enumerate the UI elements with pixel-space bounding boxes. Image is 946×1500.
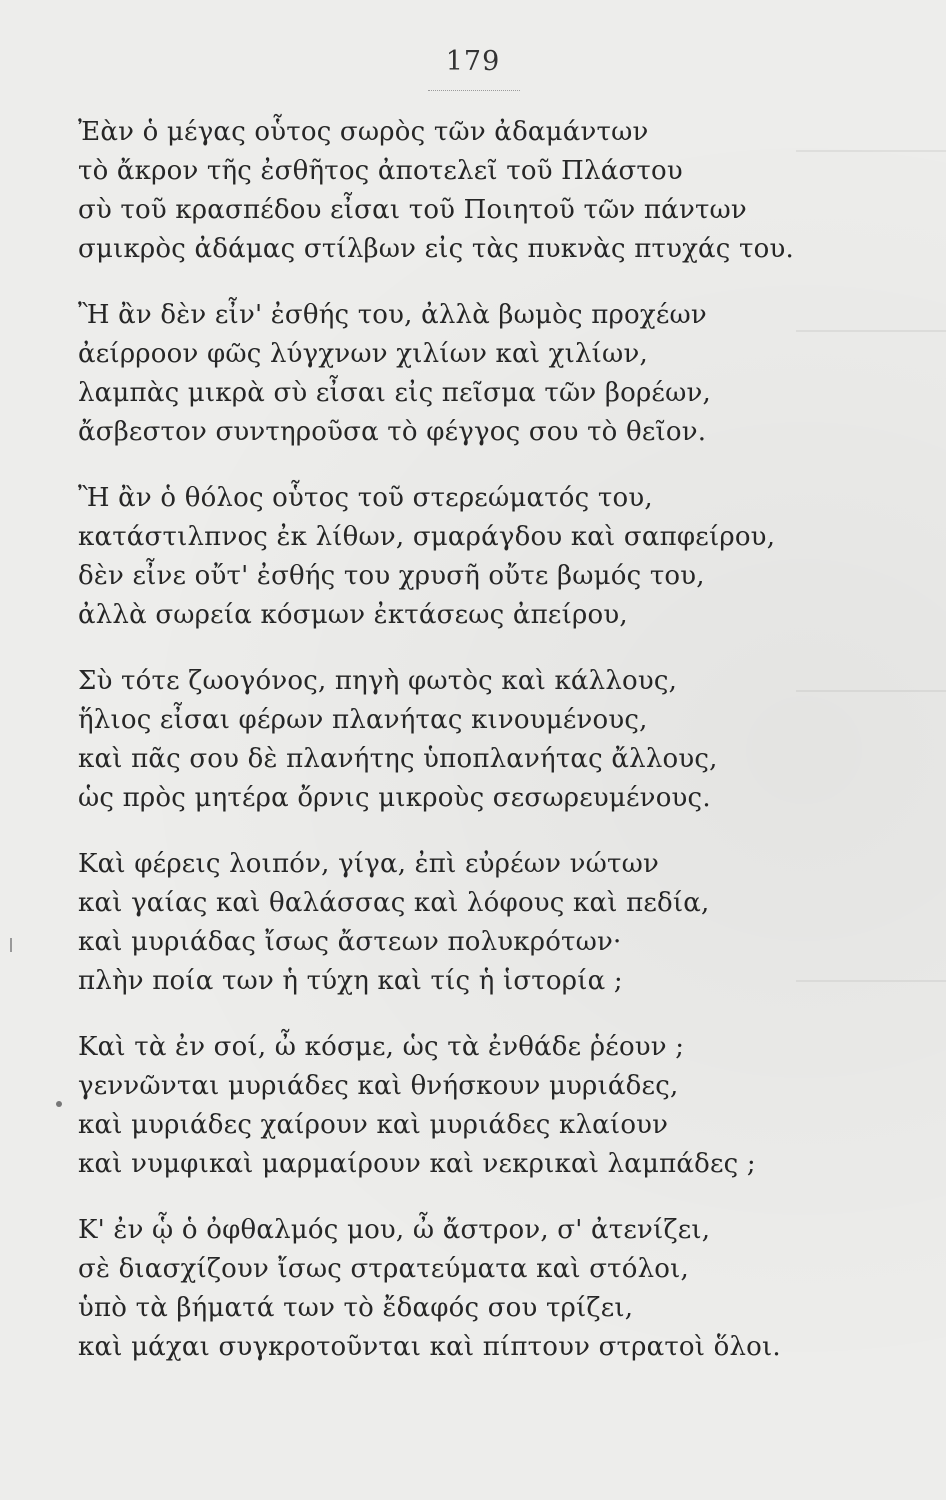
poem-line: Ἐὰν ὁ μέγας οὗτος σωρὸς τῶν ἀδαμάντων <box>78 117 649 147</box>
stanza <box>78 113 908 269</box>
stanza <box>78 662 908 818</box>
stanza <box>78 1028 908 1184</box>
poem-line: λαμπὰς μικρὰ σὺ εἶσαι εἰς πεῖσμα τῶν βορέων, <box>78 378 711 408</box>
poem-line: ἥλιος εἶσαι φέρων πλανήτας κινουμένους, <box>78 705 648 735</box>
poem-line: καὶ μυριάδες χαίρουν καὶ μυριάδες κλαίουν <box>78 1110 669 1140</box>
poem-line: ἀλλὰ σωρεία κόσμων ἐκτάσεως ἀπείρου, <box>78 600 628 630</box>
poem-line: Ἢ ἂν ὁ θόλος οὗτος τοῦ στερεώματός του, <box>78 483 653 513</box>
stanza <box>78 1211 908 1367</box>
poem-line: ὡς πρὸς μητέρα ὄρνις μικροὺς σεσωρευμένους. <box>78 783 711 813</box>
margin-dot <box>56 1101 62 1107</box>
poem-line: καὶ γαίας καὶ θαλάσσας καὶ λόφους καὶ πεδία, <box>78 888 710 918</box>
stanza <box>78 296 908 452</box>
poem-line: ἄσβεστον συντηροῦσα τὸ φέγγος σου τὸ θεῖον. <box>78 417 707 447</box>
poem-line: γεννῶνται μυριάδες καὶ θνήσκουν μυριάδες, <box>78 1071 679 1101</box>
stanza <box>78 479 908 635</box>
poem-line: σμικρὸς ἀδάμας στίλβων εἰς τὰς πυκνὰς πτυχάς του. <box>78 234 794 264</box>
stanza <box>78 845 908 1001</box>
poem-line: καὶ πᾶς σου δὲ πλανήτης ὑποπλανήτας ἄλλους, <box>78 744 718 774</box>
poem-line: Σὺ τότε ζωογόνος, πηγὴ φωτὸς καὶ κάλλους, <box>78 666 678 696</box>
poem-line: ἀείρροον φῶς λύγχνων χιλίων καὶ χιλίων, <box>78 339 648 369</box>
poem-body <box>78 113 908 1394</box>
poem-line: καὶ νυμφικαὶ μαρμαίρουν καὶ νεκρικαὶ λαμπάδες ; <box>78 1149 756 1179</box>
poem-line: τὸ ἄκρον τῆς ἐσθῆτος ἀποτελεῖ τοῦ Πλάστου <box>78 156 683 186</box>
poem-line: Κ' ἐν ᾧ ὁ ὀφθαλμός μου, ὦ ἄστρον, σ' ἀτενίζει, <box>78 1215 711 1245</box>
poem-line: καὶ μάχαι συγκροτοῦνται καὶ πίπτουν στρατοὶ ὅλοι. <box>78 1332 781 1362</box>
poem-line: πλὴν ποία των ἡ τύχη καὶ τίς ἡ ἱστορία ; <box>78 966 623 996</box>
margin-mark <box>10 938 12 952</box>
poem-line: κατάστιλπνος ἐκ λίθων, σμαράγδου καὶ σαπφείρου, <box>78 522 776 552</box>
page-number-rule <box>428 90 520 91</box>
poem-line: δὲν εἶνε οὔτ' ἐσθής του χρυσῆ οὔτε βωμός του, <box>78 561 705 591</box>
poem-line: σὺ τοῦ κρασπέδου εἶσαι τοῦ Ποιητοῦ τῶν πάντων <box>78 195 747 225</box>
poem-line: Καὶ τὰ ἐν σοί, ὦ κόσμε, ὡς τὰ ἐνθάδε ῥέουν ; <box>78 1032 685 1062</box>
poem-line: Καὶ φέρεις λοιπόν, γίγα, ἐπὶ εὐρέων νώτων <box>78 849 660 879</box>
poem-line: Ἢ ἂν δὲν εἶν' ἐσθής του, ἀλλὰ βωμὸς προχέων <box>78 300 707 330</box>
poem-line: σὲ διασχίζουν ἴσως στρατεύματα καὶ στόλοι, <box>78 1254 689 1284</box>
poem-line: ὑπὸ τὰ βήματά των τὸ ἔδαφός σου τρίζει, <box>78 1293 634 1323</box>
page-number: 179 <box>445 46 501 77</box>
poem-line: καὶ μυριάδας ἴσως ἄστεων πολυκρότων· <box>78 927 622 957</box>
